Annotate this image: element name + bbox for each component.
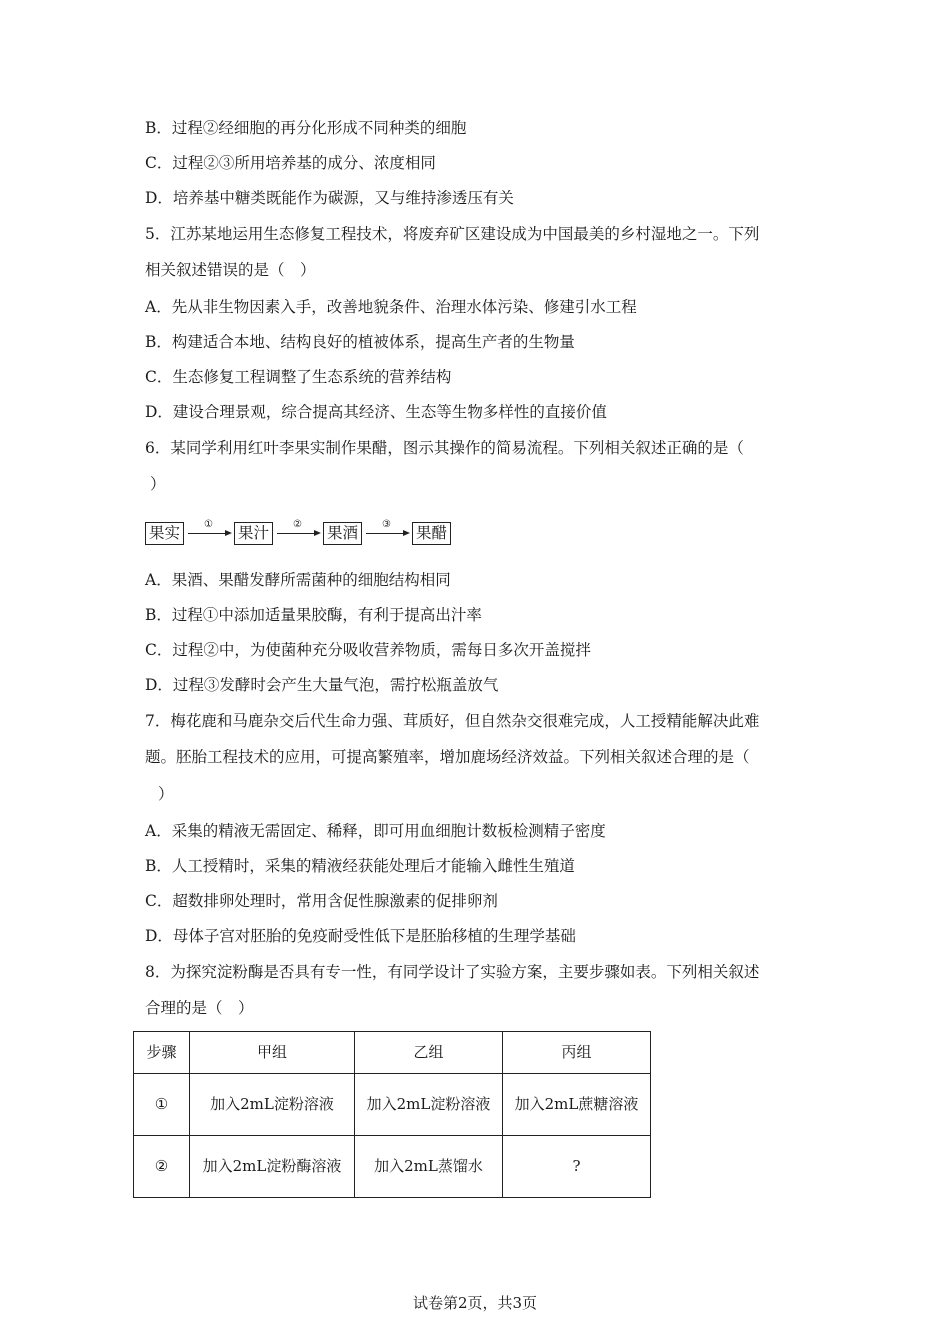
question-7-stem-line1: 7．梅花鹿和马鹿杂交后代生命力强、茸质好，但自然杂交很难完成，人工授精能解决此难 [145, 712, 760, 730]
flow-arrow-3 [366, 520, 408, 546]
table-header-cell: 甲组 [190, 1032, 355, 1074]
table-cell: 加入2mL蒸馏水 [355, 1136, 503, 1198]
table-cell: 加入2mL淀粉酶溶液 [190, 1136, 355, 1198]
question-7-stem-line3: ） [158, 785, 174, 803]
flow-box-vinegar: 果醋 [412, 522, 451, 545]
question-8-stem-line2: 合理的是（ ） [145, 999, 254, 1017]
table-cell: ① [134, 1074, 190, 1136]
table-row [134, 1074, 651, 1136]
option-7a: A．采集的精液无需固定、稀释，即可用血细胞计数板检测精子密度 [145, 822, 606, 840]
question-8-stem-line1: 8．为探究淀粉酶是否具有专一性，有同学设计了实验方案，主要步骤如表。下列相关叙述 [145, 963, 760, 981]
flow-arrow-label-2: ② [293, 519, 302, 530]
option-7c: C．超数排卵处理时，常用含促性腺激素的促排卵剂 [145, 892, 498, 910]
page-footer: 试卷第2页，共3页 [412, 1294, 538, 1312]
table-cell: 加入2mL淀粉溶液 [355, 1074, 503, 1136]
table-header-row [134, 1032, 651, 1074]
table-cell: 加入2mL淀粉溶液 [190, 1074, 355, 1136]
option-5a: A．先从非生物因素入手，改善地貌条件、治理水体污染、修建引水工程 [145, 298, 637, 316]
question-5-stem-line1: 5．江苏某地运用生态修复工程技术，将废弃矿区建设成为中国最美的乡村湿地之一。下列 [145, 225, 760, 243]
flow-arrow-label-3: ③ [382, 519, 392, 530]
table-header-cell: 步骤 [134, 1032, 190, 1074]
option-4d: D．培养基中糖类既能作为碳源，又与维持渗透压有关 [145, 189, 514, 207]
option-6c: C．过程②中，为使菌种充分吸收营养物质，需每日多次开盖搅拌 [145, 641, 591, 659]
option-7d: D．母体子宫对胚胎的免疫耐受性低下是胚胎移植的生理学基础 [145, 927, 576, 945]
table-header-cell: 乙组 [355, 1032, 503, 1074]
option-5d: D．建设合理景观，综合提高其经济、生态等生物多样性的直接价值 [145, 403, 607, 421]
flow-arrow-2 [277, 520, 319, 546]
option-7b: B．人工授精时，采集的精液经获能处理后才能输入雌性生殖道 [145, 857, 575, 875]
question-6-stem-line2: ） [150, 475, 166, 493]
table-cell: 加入2mL蔗糖溶液 [503, 1074, 651, 1136]
option-6a: A．果酒、果醋发酵所需菌种的细胞结构相同 [145, 571, 451, 589]
question-5-stem-line2: 相关叙述错误的是（ ） [145, 261, 316, 279]
table-header-cell: 丙组 [503, 1032, 651, 1074]
flow-box-wine: 果酒 [323, 522, 362, 545]
table-cell: ② [134, 1136, 190, 1198]
option-6b: B．过程①中添加适量果胶酶，有利于提高出汁率 [145, 606, 482, 624]
experiment-steps-table [133, 1031, 651, 1198]
flow-box-fruit: 果实 [145, 522, 184, 545]
option-5c: C．生态修复工程调整了生态系统的营养结构 [145, 368, 452, 386]
flow-arrow-label-1: ① [204, 519, 213, 530]
flow-arrow-1 [188, 520, 230, 546]
option-4c: C．过程②③所用培养基的成分、浓度相同 [145, 154, 436, 172]
question-6-stem-line1: 6．某同学利用红叶李果实制作果醋，图示其操作的简易流程。下列相关叙述正确的是（ [145, 439, 744, 457]
question-7-stem-line2: 题。胚胎工程技术的应用，可提高繁殖率，增加鹿场经济效益。下列相关叙述合理的是（ [145, 748, 750, 766]
option-4b: B．过程②经细胞的再分化形成不同种类的细胞 [145, 119, 467, 137]
table-row [134, 1136, 651, 1198]
table-cell: ? [503, 1136, 651, 1198]
option-5b: B．构建适合本地、结构良好的植被体系，提高生产者的生物量 [145, 333, 575, 351]
option-6d: D．过程③发酵时会产生大量气泡，需拧松瓶盖放气 [145, 676, 499, 694]
process-flow-diagram [145, 520, 451, 546]
flow-box-juice: 果汁 [234, 522, 273, 545]
